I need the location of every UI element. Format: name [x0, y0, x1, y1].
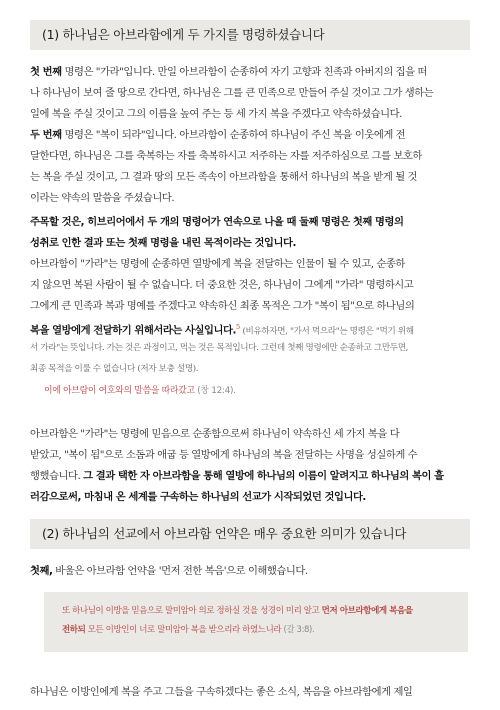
- result-bold: 그 결과 택한 자 아브라함을 통해 열방에 하나님의 이름이 알려지고 하나님의 복이 흘: [83, 470, 444, 482]
- lead-second: 두 번째: [30, 129, 62, 141]
- text: 는 복을 주실 것이고, 그 결과 땅의 모든 족속이 아브라함을 통해서 하나님의 복을 받게 될 것: [30, 171, 418, 183]
- author-note: 서 가라"는 뜻입니다. 가는 것은 과정이고, 먹는 것은 목적입니다. 그런데 첫째 명령에만 순종하고 그만두면,: [30, 343, 409, 353]
- paragraph-first-command: [30, 62, 470, 125]
- paragraph-emphasis: [30, 212, 470, 254]
- text: 아브라함은 "가라"는 명령에 믿음으로 순종함으로써 하나님이 약속하신 세 가지 복을 다: [30, 428, 400, 440]
- author-note: (비유하자면, "가서 먹으라"는 명령은 "먹기 위해: [242, 326, 414, 337]
- text: 이라는 약속의 말씀을 주셨습니다.: [30, 192, 175, 204]
- section-1-heading: (1) 하나님은 아브라함에게 두 가지를 명령하셨습니다: [30, 20, 470, 50]
- note-text: 또 하나님이 이방을 믿음으로 말미암아 의로 정하실 것을 성경이 미리 알고: [62, 606, 320, 616]
- paragraph-result: [30, 424, 470, 508]
- paragraph-second-command: [30, 125, 470, 209]
- paragraph-gospel: [30, 682, 470, 703]
- result-bold: 러감으로써, 마침내 온 세계를 구속하는 하나님의 선교가 시작되었던 것입니다.: [30, 491, 366, 503]
- lead-first: 첫 번째: [30, 66, 62, 78]
- text: 달한다면, 하나님은 그를 축복하는 자를 축복하시고 저주하는 자를 저주하심으로 그를 보호하: [30, 150, 422, 162]
- emphasis-text: 성취로 인한 결과 또는 첫째 명령을 내린 목적이라는 것입니다.: [30, 237, 296, 249]
- emphasis-text: 주목할 것은, 히브리어에서 두 개의 명령어가 연속으로 나올 때 둘째 명령은 첫째 명령의: [30, 216, 404, 228]
- author-note: 최종 목적을 이룰 수 없습니다 (저자 보충 설명).: [30, 364, 199, 374]
- purpose-bold: 복을 열방에게 전달하기 위해서라는 사실입니다.: [30, 324, 236, 337]
- text: 일에 복을 주실 것이고 그의 이름을 높여 주는 등 세 가지 복을 주겠다고 약속하셨습니다.: [30, 108, 402, 120]
- text: 받았고, "복이 됨"으로 소돔과 애굽 등 열방에게 하나님의 복을 전달하는 사명을 성실하게 수: [30, 449, 418, 461]
- lead-first-point: 첫째,: [30, 565, 53, 577]
- scripture-note-box: [44, 592, 468, 652]
- text: 아브라함이 "가라"는 명령에 순종하면 열방에게 복을 전달하는 인물이 될 수 있고, 순종하: [30, 258, 405, 270]
- note-bold: 전하되: [62, 625, 86, 635]
- text: 행했습니다.: [30, 470, 81, 482]
- note-text: 모든 이방인이 너로 말미암아 복을 받으리라 하였느니라: [87, 625, 282, 635]
- text: 나 하나님이 보여 줄 땅으로 간다면, 하나님은 그를 큰 민족으로 만들어 주실 것이고 그가 생하는: [30, 87, 434, 99]
- text: 명령은 "복이 되라"입니다. 아브라함이 순종하여 하나님이 주신 복을 이웃에게 전: [64, 129, 406, 141]
- footnote-marker: 5: [235, 323, 240, 331]
- paragraph-first-point: [30, 561, 470, 582]
- quote-reference: (창 12:4).: [197, 386, 236, 396]
- scripture-quote: [44, 383, 464, 396]
- quote-text: 이에 아브람이 여호와의 말씀을 따라갔고: [44, 386, 195, 396]
- note-reference: (갈 3:8).: [283, 625, 315, 635]
- note-bold: 먼저 아브라함에게 복음을: [321, 606, 413, 616]
- section-2-heading: (2) 하나님의 선교에서 아브라함 언약은 매우 중요한 의미가 있습니다: [30, 519, 470, 549]
- text: 하나님은 이방인에게 복을 주고 그들을 구속하겠다는 좋은 소식, 복음을 아브라함에게 제일: [30, 686, 413, 698]
- text: 지 않으면 복된 사람이 될 수 없습니다. 더 중요한 것은, 하나님이 그에게 "가라" 명령하시고: [30, 279, 414, 291]
- text: 바울은 아브라함 언약을 '먼저 전한 복음'으로 이해했습니다.: [55, 565, 308, 577]
- text: 그에게 큰 민족과 복과 명예를 주겠다고 약속하신 최종 목적은 그가 "복이 됨"으로 하나님의: [30, 300, 415, 312]
- paragraph-purpose: [30, 254, 470, 380]
- text: 명령은 "가라"입니다. 만일 아브라함이 순종하여 자기 고향과 친족과 아버지의 집을 떠: [64, 66, 427, 78]
